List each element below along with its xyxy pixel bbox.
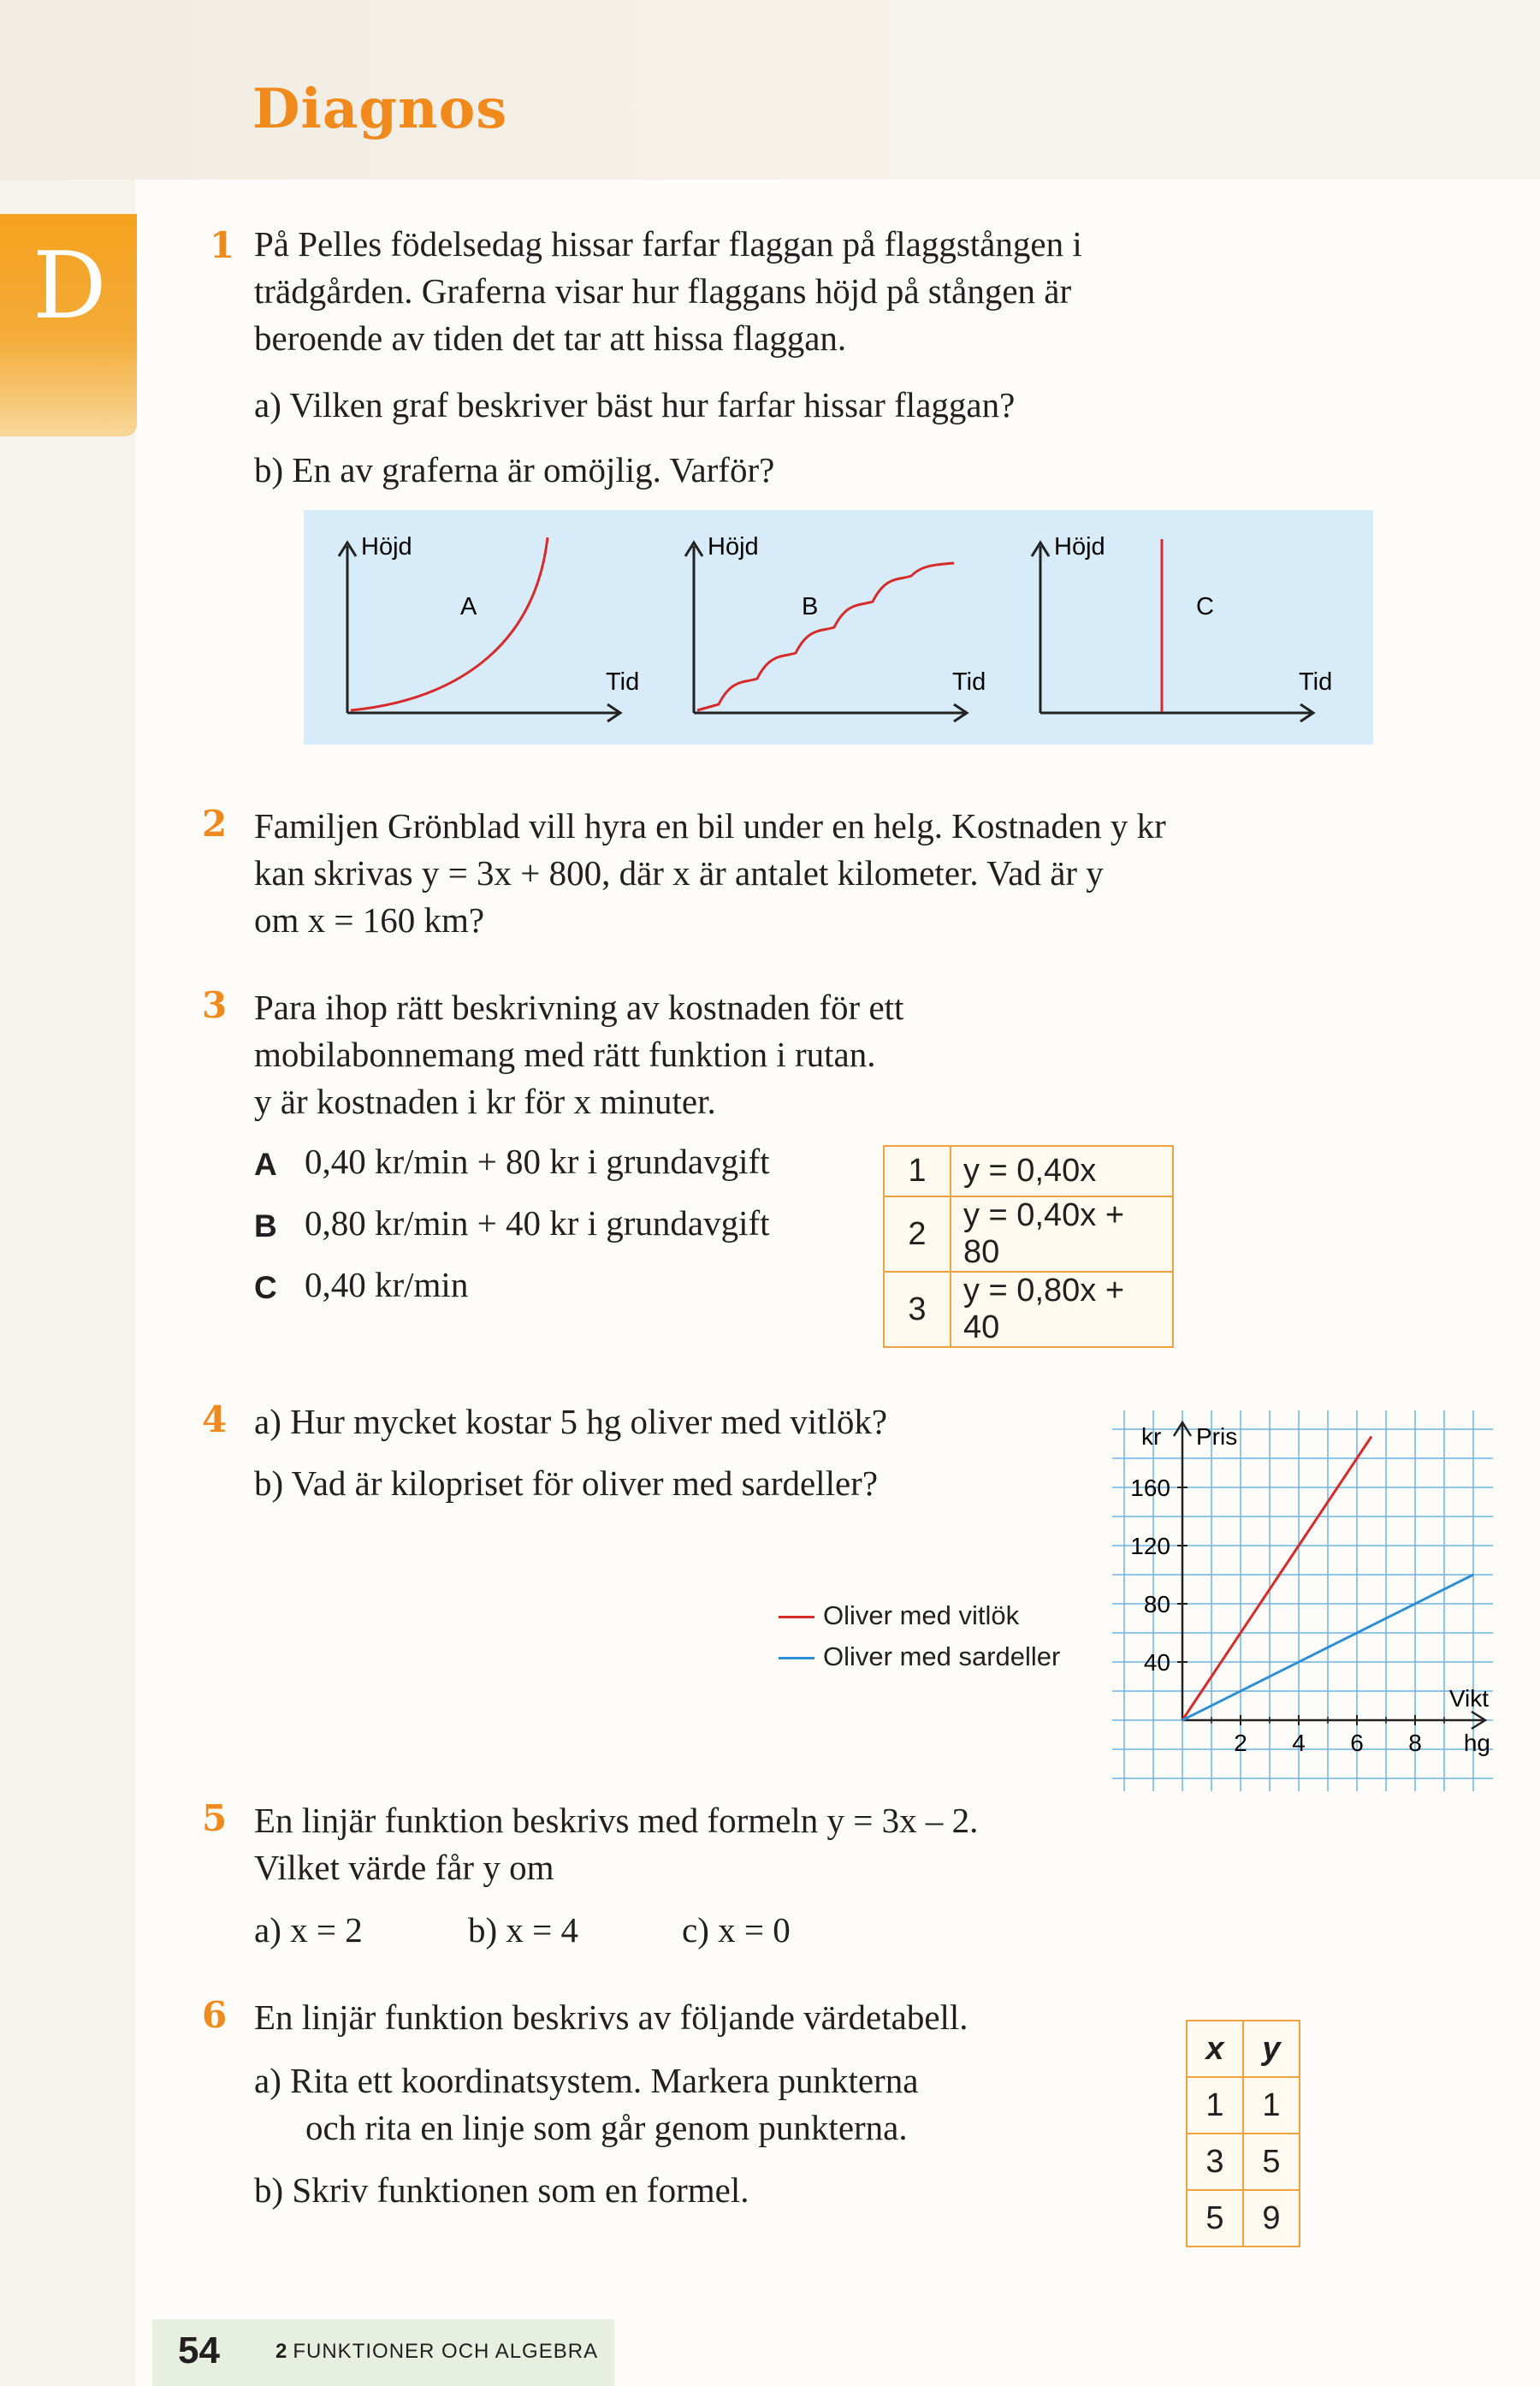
table-cell: y = 0,40x [951,1146,1173,1196]
q1-line-2: trädgården. Graferna visar hur flaggans höjd på stången är [254,271,1072,311]
table-header: y [1243,2021,1300,2077]
table-cell: y = 0,40x + 80 [951,1196,1173,1272]
option-letter: C [254,1270,277,1305]
table-cell: 1 [884,1146,951,1196]
page-title: Diagnos [252,77,508,141]
q1-part-a: a) Vilken graf beskriver bäst hur farfar hissar flaggan? [254,385,1016,424]
q3-line-2: mobilabonnemang med rätt funktion i rutan. [254,1035,876,1074]
chapter-tab [0,214,137,436]
option-letter: A [254,1147,277,1182]
table-cell: 3 [1187,2134,1243,2190]
graph-c-ylabel: Höjd [1054,533,1105,561]
q5-line-2: Vilket värde får y om [254,1848,554,1887]
x-axis-label: Vikt [1448,1685,1489,1712]
table-cell: 2 [884,1196,951,1272]
x-tick-label: 4 [1292,1730,1306,1756]
q1-part-b: b) En av graferna är omöjlig. Varför? [254,450,775,490]
table-row [1187,2134,1300,2190]
table-cell: 3 [884,1272,951,1347]
legend-item [779,1600,1019,1631]
y-tick-label: 40 [1143,1649,1170,1676]
x-tick-label: 2 [1234,1730,1247,1756]
graph-a-label: A [460,593,477,620]
chapter-number: 2 [275,2340,288,2363]
question-number: 4 [202,1398,228,1440]
graph-c-label: C [1196,593,1214,620]
q2-line-2: kan skrivas y = 3x + 800, där x är antalet kilometer. Vad är y [254,853,1104,893]
question-number: 3 [202,984,228,1026]
table-cell: y = 0,80x + 40 [951,1272,1173,1347]
graph-b [672,529,997,739]
function-table [883,1145,1174,1348]
q5-part: a) x = 2 [254,1910,363,1950]
y-tick-label: 80 [1143,1591,1170,1617]
tab-letter: D [33,233,107,340]
legend-label: Oliver med vitlök [823,1600,1020,1630]
q4-part-b: b) Vad är kilopriset för oliver med sardeller? [254,1463,879,1503]
option-letter: B [254,1208,277,1243]
option-text: 0,80 kr/min + 40 kr i grundavgift [305,1203,770,1243]
graph-a-xlabel: Tid [606,668,640,696]
graph-c-xlabel: Tid [1299,668,1333,696]
table-cell: 5 [1187,2190,1243,2247]
chapter-name: FUNKTIONER OCH ALGEBRA [293,2340,599,2363]
question-number: 1 [210,224,235,266]
legend-label: Oliver med sardeller [823,1641,1061,1671]
option-text: 0,40 kr/min [305,1265,469,1304]
q4-part-a: a) Hur mycket kostar 5 hg oliver med vitlök? [254,1402,888,1441]
table-row [884,1146,1173,1196]
q6-line-1: En linjär funktion beskrivs av följande värdetabell. [254,1997,968,2037]
table-header-row [1187,2021,1300,2077]
page-number: 54 [178,2330,220,2371]
q5-part: b) x = 4 [468,1910,579,1950]
q1-line-3: beroende av tiden det tar att hissa flaggan. [254,318,847,358]
graph-b-ylabel: Höjd [708,533,759,561]
table-row [884,1272,1173,1347]
graph-b-xlabel: Tid [952,668,986,696]
y-axis-label: Pris [1196,1423,1238,1450]
option-text: 0,40 kr/min + 80 kr i grundavgift [305,1142,770,1181]
question-number: 5 [202,1797,228,1839]
table-row [1187,2077,1300,2134]
price-chart [1112,1410,1493,1791]
q6-part-a: a) Rita ett koordinatsystem. Markera punkterna [254,2061,919,2100]
graph-a [325,529,650,739]
question-number: 6 [202,1994,228,2036]
q1-line-1: På Pelles födelsedag hissar farfar flaggan på flaggstången i [254,224,1082,264]
x-unit-label: hg [1463,1730,1490,1756]
series-line [1182,1437,1371,1721]
table-cell: 1 [1187,2077,1243,2134]
value-table [1186,2020,1300,2247]
graph-b-label: B [802,593,819,620]
legend-item [779,1641,1060,1672]
y-tick-label: 120 [1130,1533,1170,1559]
graph-c [1018,529,1343,739]
y-tick-label: 160 [1130,1475,1170,1501]
table-cell: 5 [1243,2134,1300,2190]
table-row [1187,2190,1300,2247]
q3-line-1: Para ihop rätt beskrivning av kostnaden för ett [254,988,904,1027]
graph-a-ylabel: Höjd [361,533,412,561]
q3-line-3: y är kostnaden i kr för x minuter. [254,1082,716,1121]
x-tick-label: 8 [1408,1730,1422,1756]
q5-part: c) x = 0 [682,1910,791,1950]
legend-swatch [779,1616,814,1618]
y-unit-label: kr [1141,1423,1162,1450]
x-tick-label: 6 [1350,1730,1364,1756]
legend-swatch [779,1657,814,1659]
table-cell: 9 [1243,2190,1300,2247]
chapter-title [275,2340,598,2364]
table-cell: 1 [1243,2077,1300,2134]
table-row [884,1196,1173,1272]
question-number: 2 [202,803,228,845]
q2-line-3: om x = 160 km? [254,900,485,940]
q6-part-a-cont: och rita en linje som går genom punkterna. [305,2108,908,2147]
table-header: x [1187,2021,1243,2077]
q5-line-1: En linjär funktion beskrivs med formeln y = 3x – 2. [254,1801,979,1840]
q6-part-b: b) Skriv funktionen som en formel. [254,2170,749,2210]
q2-line-1: Familjen Grönblad vill hyra en bil under en helg. Kostnaden y kr [254,806,1166,846]
